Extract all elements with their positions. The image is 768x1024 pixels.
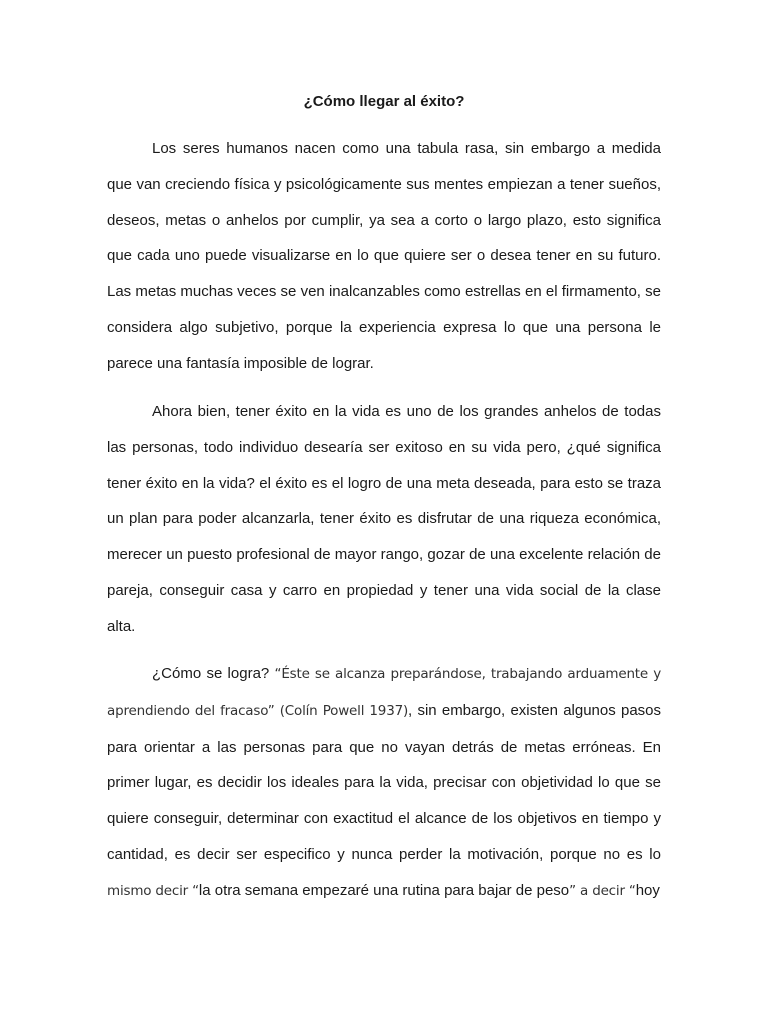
paragraph-3-example-2: hoy (635, 881, 660, 899)
paragraph-2: Ahora bien, tener éxito en la vida es uno de los grandes anhelos de todas las personas, todo individuo desearía ser exitoso en su vida pero, ¿qué significa tener éxito en la vida? el éxito es el logro de una meta deseada, para esto se traza un plan para poder alcanzarla, tener éxito es disfrutar de una riqueza económica, merecer un puesto profesional de mayor rango, gozar de una excelente relación de pareja, conseguir casa y carro en propiedad y tener una vida social de la clase alta. (107, 403, 661, 635)
paragraph-3 (107, 656, 661, 910)
paragraph-3-mismo-decir: mismo decir “ (107, 882, 199, 899)
paragraph-3-a-decir: ” a decir “ (569, 882, 636, 899)
paragraph-3-body: , sin embargo, existen algunos pasos para orientar a las personas para que no vayan detrás de metas erróneas. En primer lugar, es decidir los ideales para la vida, precisar con objetividad lo que se quiere conseguir, determinar con exactitud el alcance de los objetivos en tiempo y cantidad, es decir ser especifico y nunca perder la motivación, porque no es lo (107, 701, 661, 863)
paragraph-1: Los seres humanos nacen como una tabula rasa, sin embargo a medida que van creciendo física y psicológicamente sus mentes empiezan a tener sueños, deseos, metas o anhelos por cumplir, ya sea a corto o largo plazo, esto significa que cada uno puede visualizarse en lo que quiere ser o desea tener en su futuro. Las metas muchas veces se ven inalcanzables como estrellas en el firmamento, se considera algo subjetivo, porque la experiencia expresa lo que una persona le parece una fantasía imposible de lograr. (107, 140, 661, 372)
paragraph-3-quote: “Éste se alcanza preparándose, trabajando arduamente y aprendiendo del fracaso” (Colín Powell 1937) (107, 666, 661, 719)
paragraph-3-question: ¿Cómo se logra? (152, 665, 275, 682)
document-title: ¿Cómo llegar al éxito? (303, 93, 465, 110)
paragraph-3-example-1: la otra semana empezaré una rutina para bajar de peso (198, 881, 570, 899)
